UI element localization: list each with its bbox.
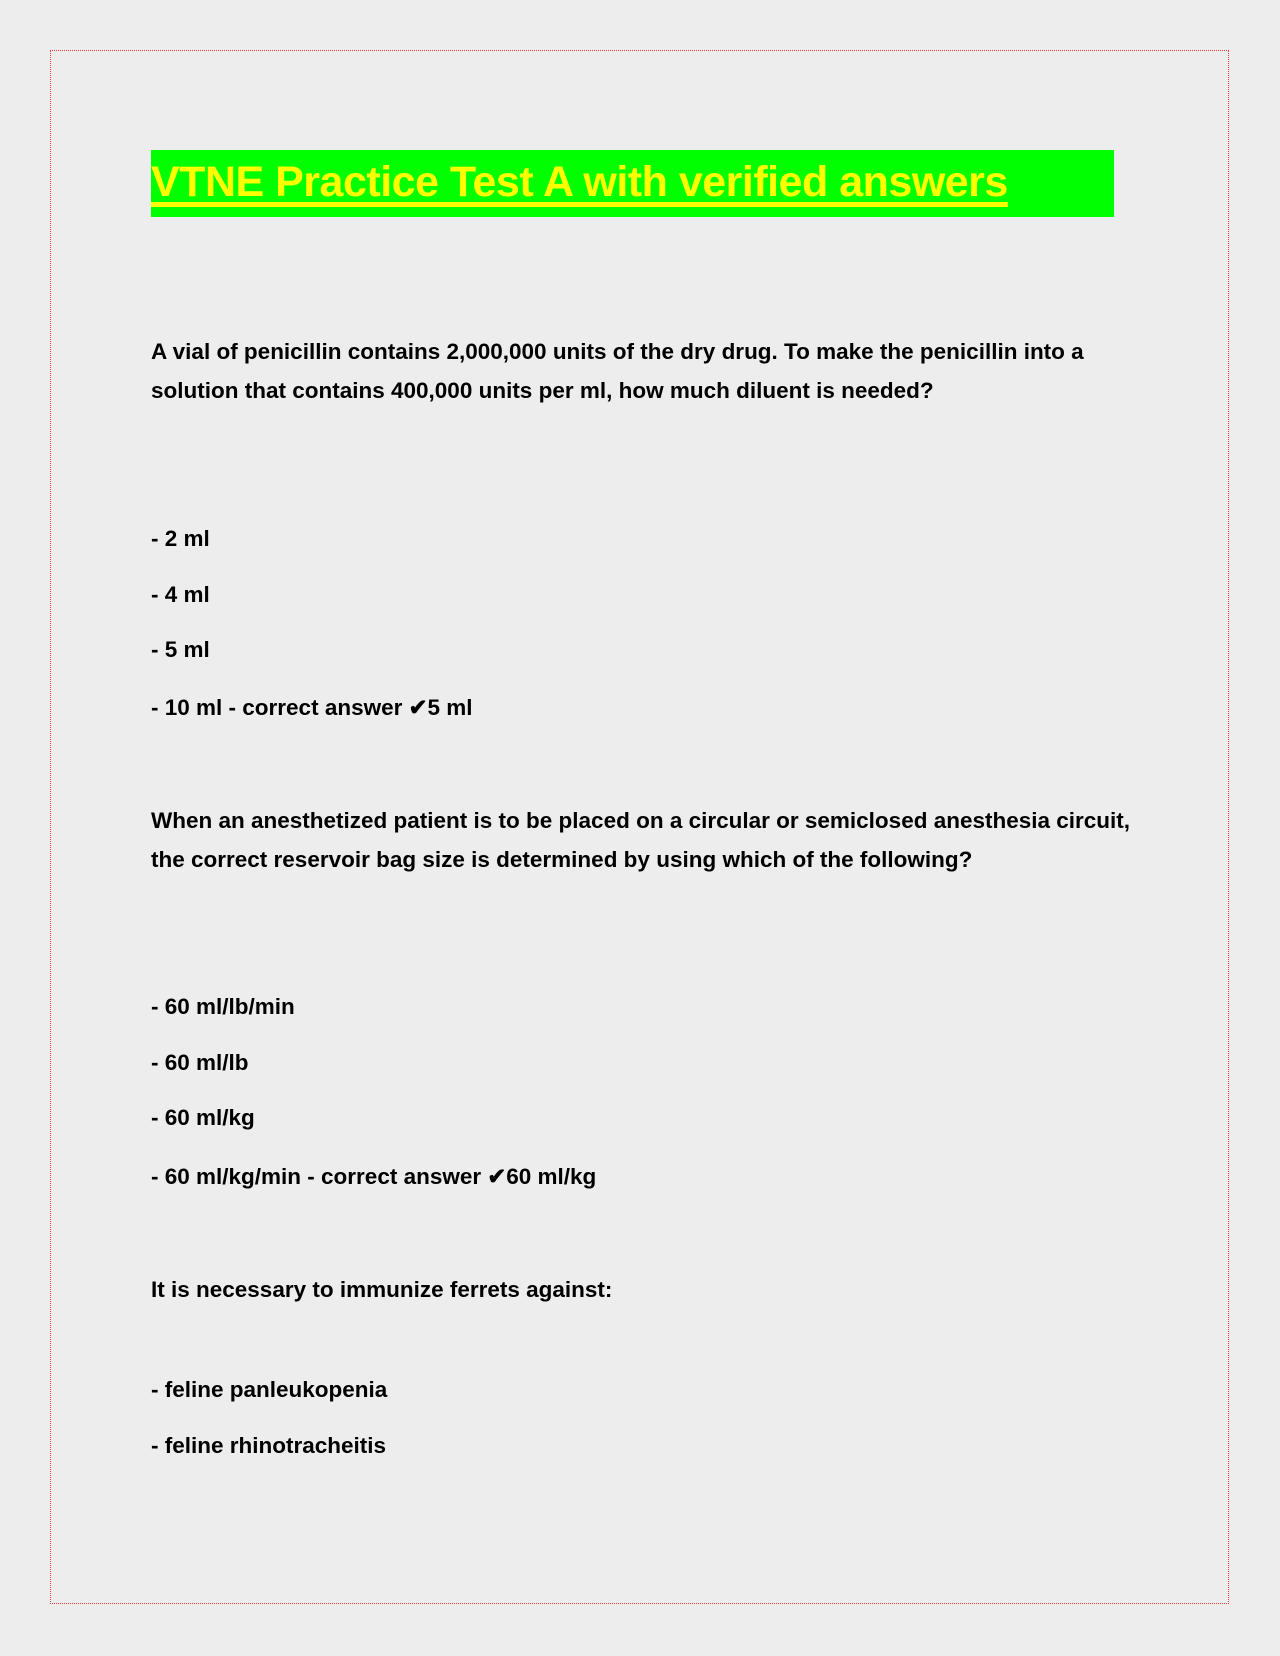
question-1-option-1: - 2 ml	[151, 526, 210, 551]
question-1-option-4-answer: - 10 ml - correct answer ✔5 ml	[151, 695, 473, 720]
question-2-text: When an anesthetized patient is to be placed on a circular or semiclosed anesthesia circuit, the correct reservoir bag size is determined by using which of the following?	[151, 808, 1131, 872]
question-3-text: It is necessary to immunize ferrets against:	[151, 1277, 613, 1302]
question-2-option-1: - 60 ml/lb/min	[151, 994, 295, 1019]
document-title: VTNE Practice Test A with verified answers	[151, 150, 1114, 217]
question-2-option-2: - 60 ml/lb	[151, 1050, 249, 1075]
question-1-option-3: - 5 ml	[151, 637, 210, 662]
question-3-option-1: - feline panleukopenia	[151, 1377, 388, 1402]
question-2-option-3: - 60 ml/kg	[151, 1105, 255, 1130]
question-1-text: A vial of penicillin contains 2,000,000 units of the dry drug. To make the penicillin into a solution that contains 400,000 units per ml, how much diluent is needed?	[151, 339, 1084, 403]
question-2-option-4-answer: - 60 ml/kg/min - correct answer ✔60 ml/kg	[151, 1164, 597, 1189]
question-3-option-2: - feline rhinotracheitis	[151, 1433, 387, 1458]
question-1-option-2: - 4 ml	[151, 582, 210, 607]
